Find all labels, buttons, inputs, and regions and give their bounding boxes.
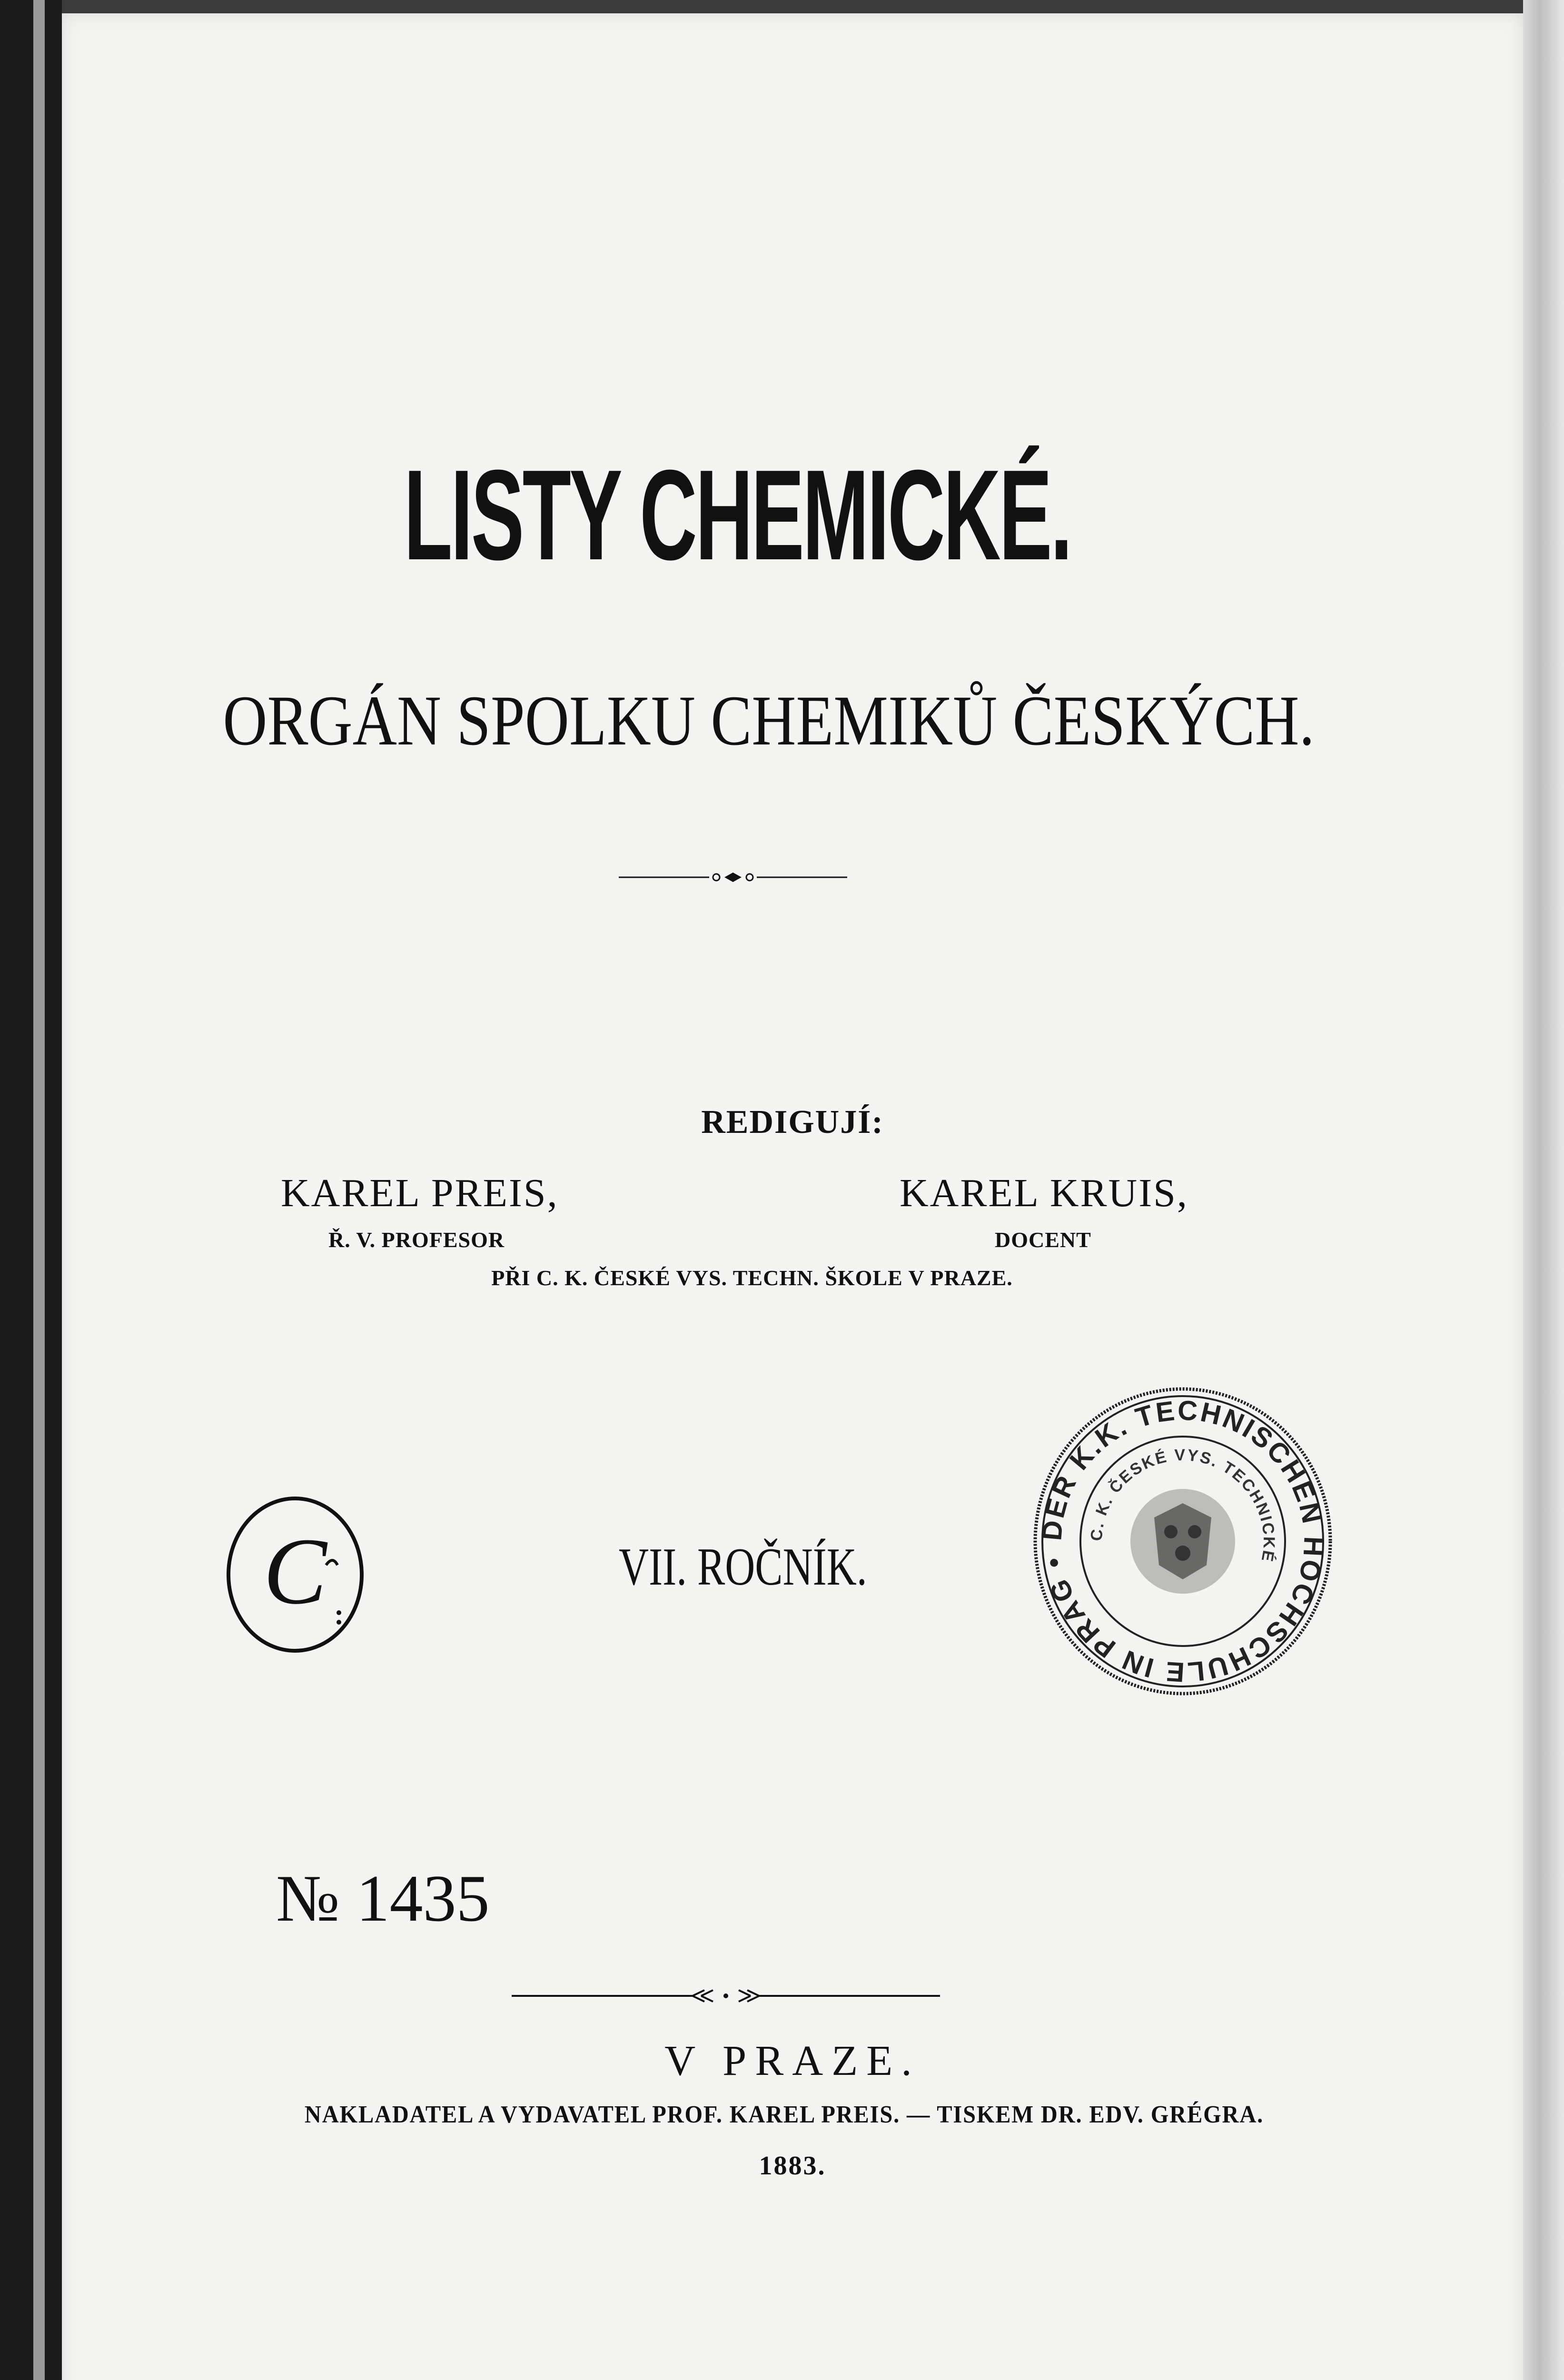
publisher-line: NAKLADATEL A VYDAVATEL PROF. KAREL PREIS. — TISKEM DR. EDV. GRÉGRA. — [304, 2101, 1264, 2128]
ornament-rule-bottom — [512, 1986, 940, 2005]
place-of-publication: V PRAZE. — [664, 2037, 921, 2084]
ornament-rule-top — [619, 870, 847, 884]
stamp-outer-text: DER K.K. TECHNISCHEN HOCHSCHULE IN PRAG • — [1036, 1395, 1329, 1688]
stamp-crest-icon — [1130, 1489, 1235, 1594]
stamp-inner-text: C. K. ČESKÉ VYS. TECHNICKÉ — [1087, 1446, 1278, 1565]
page-title: LISTY CHEMICKÉ. — [404, 444, 1071, 587]
editor-1-name: KAREL PREIS, — [281, 1171, 559, 1215]
monogram-letter: C — [263, 1519, 327, 1624]
page-subtitle: ORGÁN SPOLKU CHEMIKŮ ČESKÝCH. — [223, 681, 1315, 760]
catalog-number: № 1435 — [276, 1862, 490, 1935]
title-page — [62, 13, 1523, 2380]
publication-year: 1883. — [759, 2151, 826, 2181]
volume-label: VII. ROČNÍK. — [619, 1537, 867, 1597]
scan-page-edge-right — [1523, 0, 1564, 2380]
library-stamp — [1028, 1384, 1337, 1698]
editor-1-role: Ř. V. PROFESOR — [328, 1228, 505, 1252]
editor-2-name: KAREL KRUIS, — [900, 1171, 1188, 1215]
scan-gutter-left — [0, 0, 62, 2380]
editor-2-role: DOCENT — [995, 1228, 1091, 1252]
scan-binding-strip — [33, 0, 45, 2380]
ornament-flourish-icon — [619, 870, 847, 884]
monogram-seal — [224, 1494, 366, 1656]
institution-line: PŘI C. K. ČESKÉ VYS. TECHN. ŠKOLE V PRAZE. — [491, 1266, 1013, 1290]
edited-by-label: REDIGUJÍ: — [701, 1104, 884, 1140]
ornament-arrow-icon — [512, 1986, 940, 2005]
